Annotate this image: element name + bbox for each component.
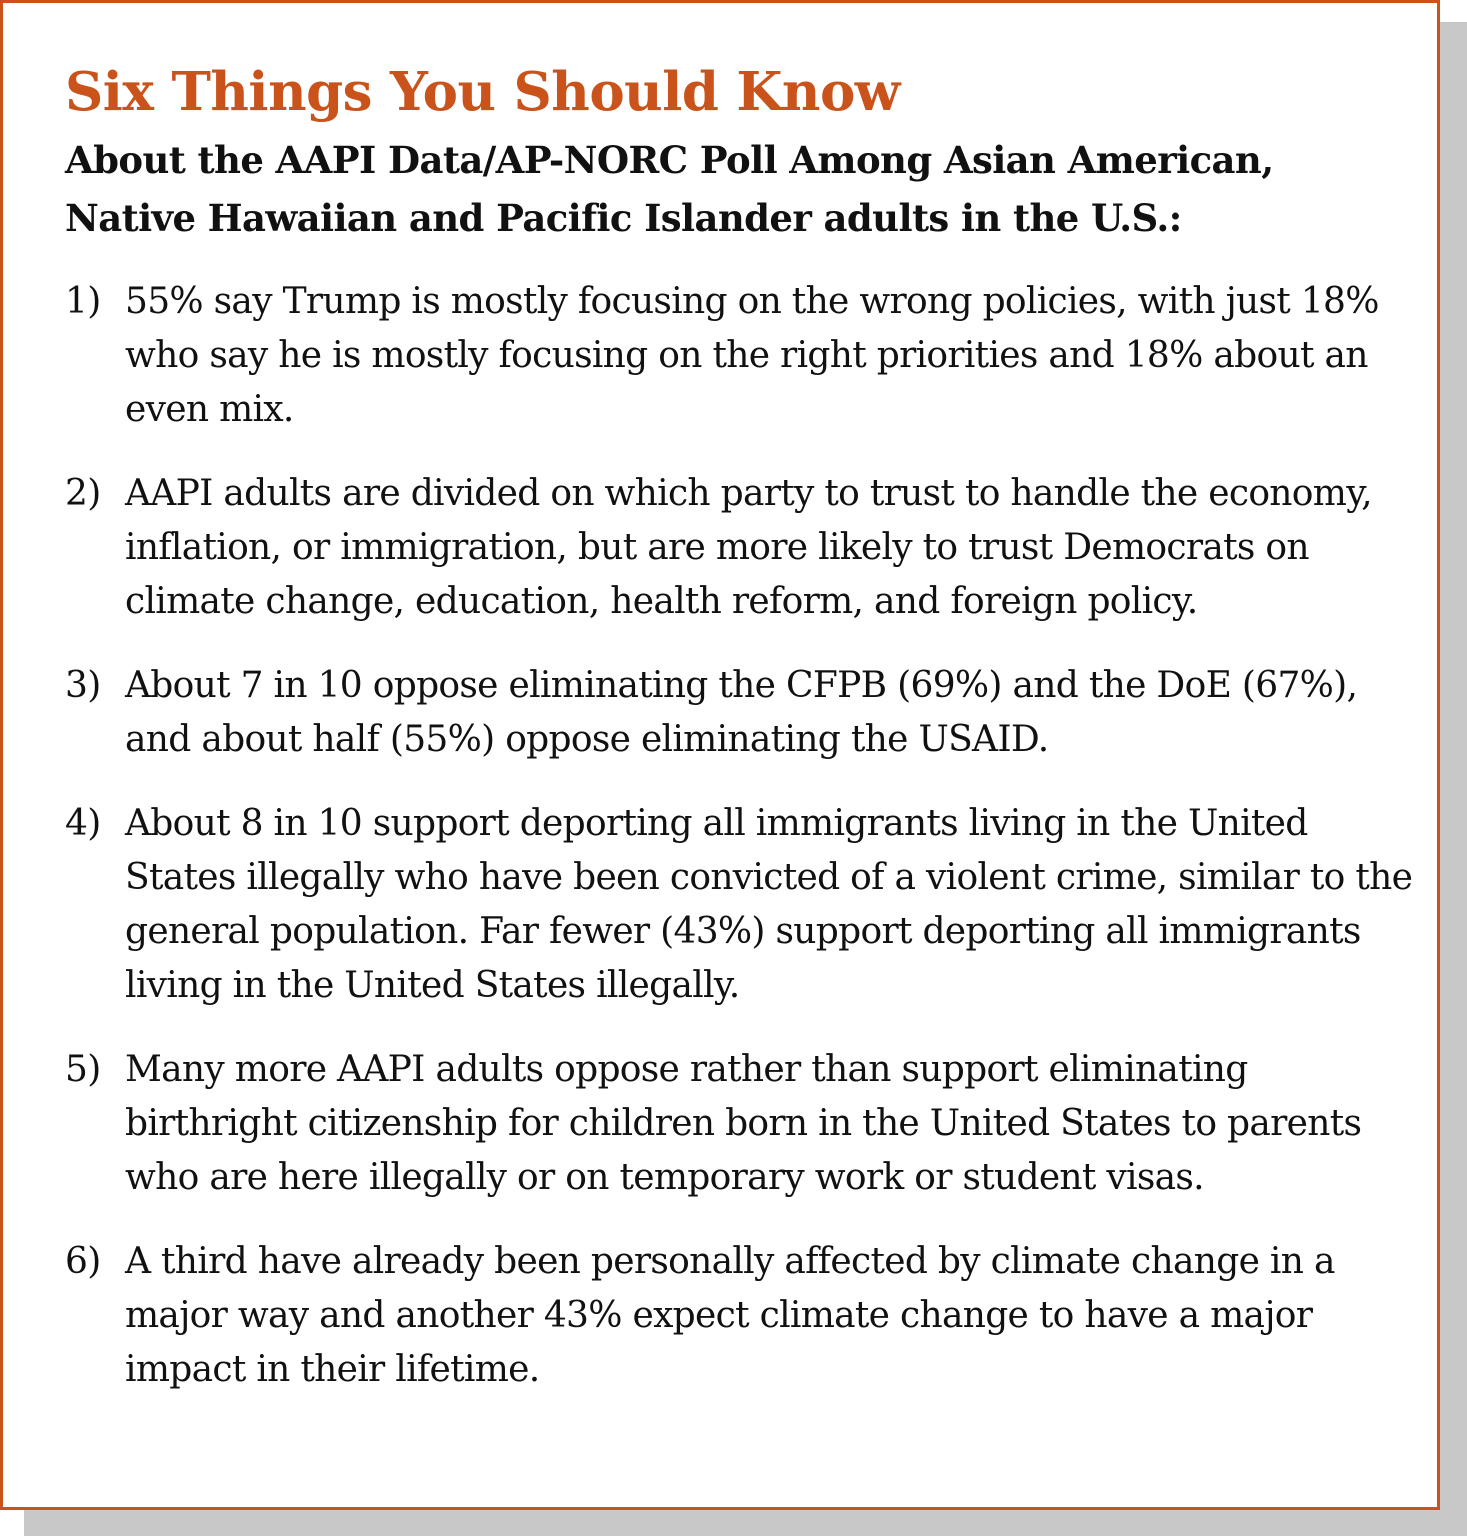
fact-text: Many more AAPI adults oppose rather than support eliminating birthright citizenship for children born in the United States to parents who are here illegally or on temporary work or student visas. <box>125 1049 1362 1198</box>
fact-text: 55% say Trump is mostly focusing on the wrong policies, with just 18% who say he is mostly focusing on the right priorities and 18% about an even mix. <box>125 281 1379 430</box>
fact-item-3 <box>65 659 1425 767</box>
fact-number: 2) <box>65 473 101 514</box>
card-title: Six Things You Should Know <box>65 61 900 123</box>
fact-text: About 7 in 10 oppose eliminating the CFPB (69%) and the DoE (67%), and about half (55%) oppose eliminating the USAID. <box>125 665 1358 760</box>
fact-item-1 <box>65 275 1425 437</box>
card-subtitle: About the AAPI Data/AP-NORC Poll Among Asian American, Native Hawaiian and Pacific Islander adults in the U.S.: <box>65 138 1274 240</box>
fact-item-2 <box>65 467 1425 629</box>
fact-number: 4) <box>65 803 101 844</box>
fact-text: A third have already been personally affected by climate change in a major way and another 43% expect climate change to have a major impact in their lifetime. <box>125 1241 1335 1390</box>
fact-number: 5) <box>65 1049 101 1090</box>
fact-item-6 <box>65 1235 1425 1397</box>
fact-item-4 <box>65 797 1425 1013</box>
fact-text: About 8 in 10 support deporting all immigrants living in the United States illegally who have been convicted of a violent crime, similar to the general population. Far fewer (43%) support deporting all immigrants living in the United States illegally. <box>125 803 1413 1006</box>
fact-number: 3) <box>65 665 101 706</box>
fact-text: AAPI adults are divided on which party to trust to handle the economy, inflation, or immigration, but are more likely to trust Democrats on climate change, education, health reform, and foreign policy. <box>125 473 1372 622</box>
fact-number: 1) <box>65 281 101 322</box>
fact-number: 6) <box>65 1241 101 1282</box>
facts-list <box>65 275 1425 1427</box>
fact-item-5 <box>65 1043 1425 1205</box>
